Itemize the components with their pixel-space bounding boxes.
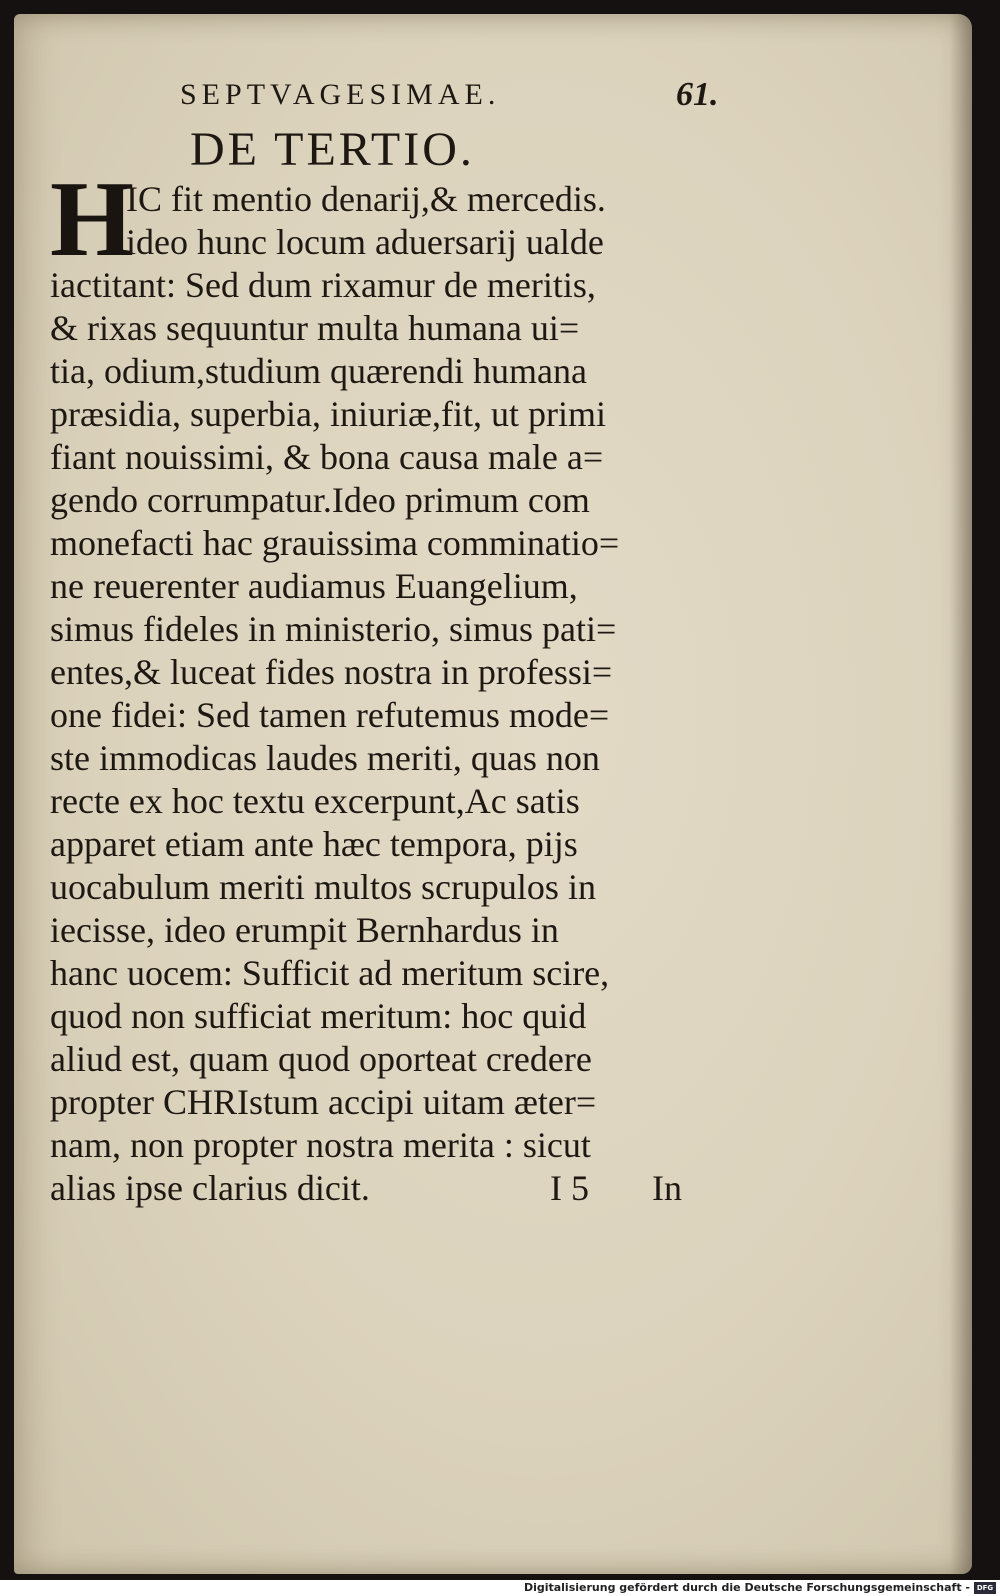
signature-mark: I 5 <box>550 1168 589 1208</box>
text-line: iecisse, ideo erumpit Bernhardus in <box>50 910 559 950</box>
text-line: propter CHRIstum accipi uitam æter= <box>50 1082 597 1122</box>
running-head-title: SEPTVAGESIMAE. <box>180 78 501 111</box>
text-line: ste immodicas laudes meriti, quas non <box>50 738 600 778</box>
text-line: uocabulum meriti multos scrupulos in <box>50 867 596 907</box>
dfg-logo-icon: DFG <box>974 1582 996 1594</box>
text-line: præsidia, superbia, iniuriæ,fit, ut primi <box>50 394 606 434</box>
text-line: apparet etiam ante hæc tempora, pijs <box>50 824 578 864</box>
text-line: aliud est, quam quod oporteat credere <box>50 1039 592 1079</box>
text-line: simus fideles in ministerio, simus pati= <box>50 609 617 649</box>
text-line: recte ex hoc textu excerpunt,Ac satis <box>50 781 580 821</box>
footer-bar <box>0 1580 1000 1596</box>
text-line: ideo hunc locum aduersarij ualde <box>126 222 604 262</box>
text-line: IC fit mentio denarij,& mercedis. <box>126 179 606 219</box>
text-line: gendo corrumpatur.Ideo primum com <box>50 480 590 520</box>
text-line: ne reuerenter audiamus Euangelium, <box>50 566 578 606</box>
funding-credit: Digitalisierung gefördert durch die Deutsche Forschungsgemeinschaft - <box>523 1581 970 1594</box>
section-heading: DE TERTIO. <box>190 123 475 176</box>
text-line: hanc uocem: Sufficit ad meritum scire, <box>50 953 610 993</box>
text-line: alias ipse clarius dicit. <box>50 1168 370 1208</box>
drop-cap-initial: H <box>50 160 135 279</box>
text-line: nam, non propter nostra merita : sicut <box>50 1125 591 1165</box>
catchword: In <box>652 1168 682 1208</box>
text-line: quod non sufficiat meritum: hoc quid <box>50 996 587 1036</box>
text-line: fiant nouissimi, & bona causa male a= <box>50 437 604 477</box>
page-edge-shadow <box>950 14 972 1574</box>
text-line: monefacti hac grauissima comminatio= <box>50 523 620 563</box>
text-line: entes,& luceat fides nostra in professi= <box>50 652 613 692</box>
page-number: 61. <box>676 76 719 113</box>
text-line: & rixas sequuntur multa humana ui= <box>50 308 580 348</box>
text-line: iactitant: Sed dum rixamur de meritis, <box>50 265 596 305</box>
running-head <box>168 78 728 118</box>
text-line: tia, odium,studium quærendi humana <box>50 351 587 391</box>
text-line: one fidei: Sed tamen refutemus mode= <box>50 695 610 735</box>
